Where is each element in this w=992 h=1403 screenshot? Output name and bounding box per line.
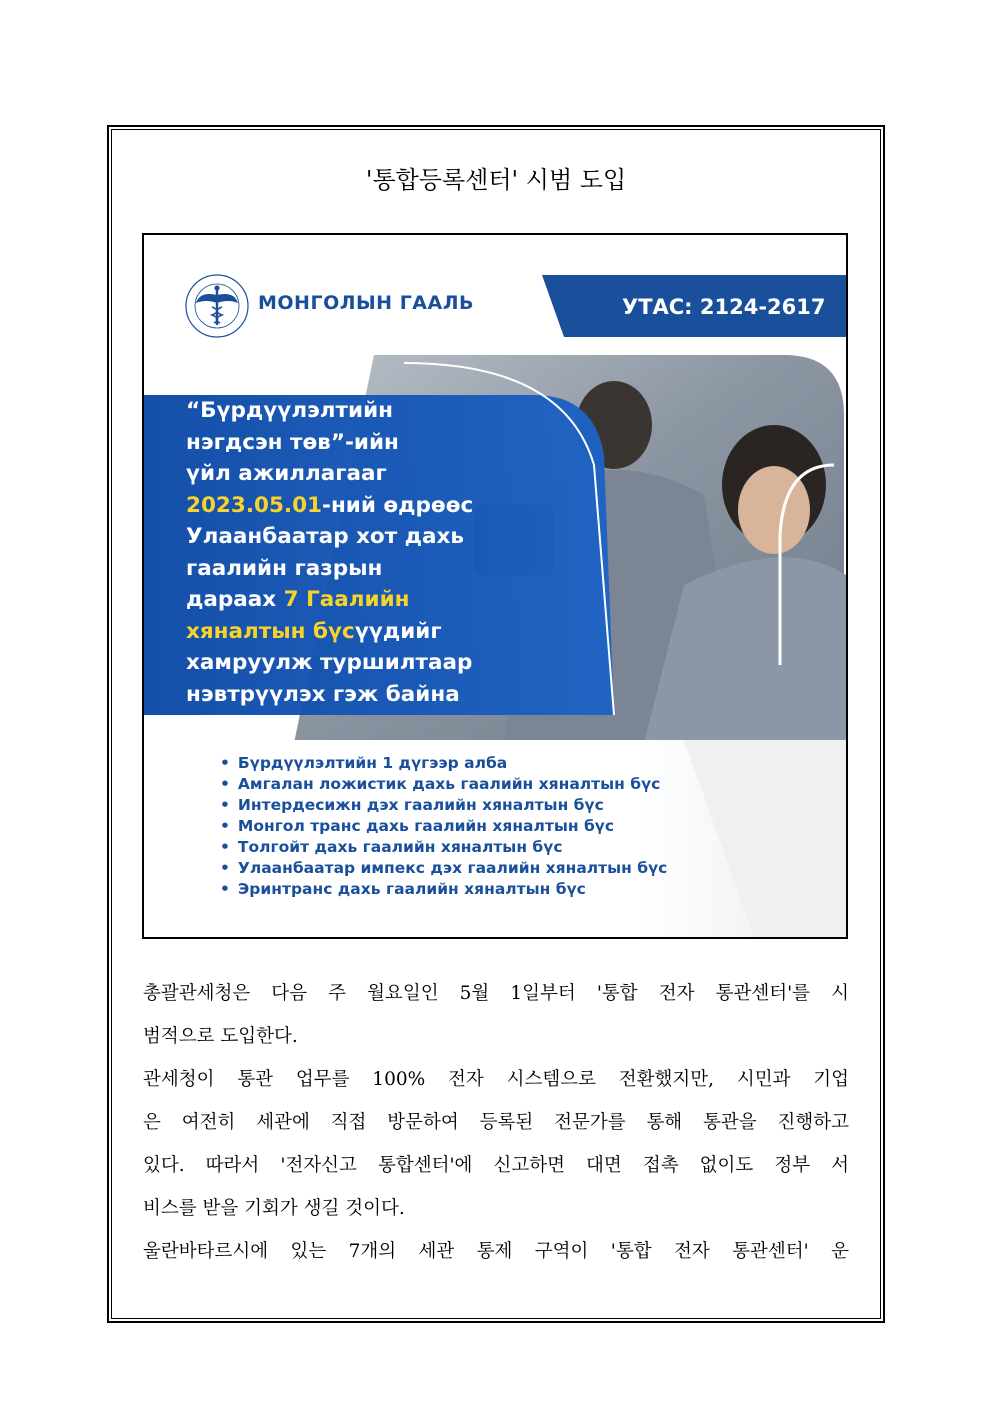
phone-number: УТАС: 2124-2617 [622, 295, 826, 319]
headline-line-5: Улаанбаатар хот дахь [186, 524, 464, 549]
body-line-3: 관세청이 통관 업무를 100% 전자 시스템으로 전환했지만, 시민과 기업 [143, 1069, 849, 1090]
list-item: • Улаанбаатар импекс дэх гаалийн хяналтын бүс [220, 858, 667, 879]
body-line-2: 범적으로 도입한다. [143, 1026, 298, 1047]
body-line-7: 울란바타르시에 있는 7개의 세관 통제 구역이 '통합 전자 통관센터' 운 [143, 1241, 849, 1262]
headline-line-7 [186, 584, 586, 616]
body-line-6: 비스를 받을 기회가 생길 것이다. [143, 1198, 405, 1219]
list-item: • Интердесижн дэх гаалийн хяналтын бүс [220, 795, 667, 816]
headline-line-9: хамруулж туршилтаар [186, 650, 473, 675]
headline-line-3: үйл ажиллагааг [186, 461, 387, 486]
list-item: • Толгойт дахь гаалийн хяналтын бүс [220, 837, 667, 858]
headline-date: 2023.05.01 [186, 492, 323, 518]
headline-line-7-highlight: 7 Гаалийн [283, 587, 410, 612]
body-line-5: 있다. 따라서 '전자신고 통합센터'에 신고하면 대면 접촉 없이도 정부 서 [143, 1155, 849, 1176]
mongolian-customs-logo [184, 273, 250, 339]
headline-line-10: нэвтрүүлэх гэж байна [186, 681, 460, 707]
list-item: • Монгол транс дахь гаалийн хяналтын бүс [220, 816, 667, 837]
headline-line-2: нэгдсэн төв”-ийн [186, 429, 399, 455]
headline-line-8-highlight: хяналтын бүс [186, 618, 355, 644]
announcement-poster [142, 233, 848, 939]
headline-line-1: “Бүрдүүлэлтийн [186, 398, 394, 423]
brand-name: МОНГОЛЫН ГААЛЬ [258, 292, 474, 314]
headline-line-4 [186, 490, 586, 522]
body-line-1: 총괄관세청은 다음 주 월요일인 5월 1일부터 '통합 전자 통관센터'를 시 [143, 983, 849, 1004]
headline-line-8-rest: үүдийг [354, 618, 442, 644]
headline-line-8 [186, 616, 586, 648]
list-item: • Бүрдүүлэлтийн 1 дүгээр алба [220, 753, 667, 774]
headline-text [186, 395, 586, 710]
list-item: • Эринтранс дахь гаалийн хяналтын бүс [220, 879, 667, 900]
headline-line-6: гаалийн газрын [186, 555, 383, 581]
body-line-4: 은 여전히 세관에 직접 방문하여 등록된 전문가를 통해 통관을 진행하고 [143, 1112, 849, 1133]
list-item: • Амгалан ложистик дахь гаалийн хяналтын бүс [220, 774, 667, 795]
headline-line-7-plain: дараах [186, 587, 284, 612]
control-zone-list [220, 753, 667, 900]
headline-line-4-rest: -ний өдрөөс [322, 492, 474, 518]
article-body [143, 972, 849, 1273]
document-title: '통합등록센터' 시범 도입 [365, 166, 627, 194]
